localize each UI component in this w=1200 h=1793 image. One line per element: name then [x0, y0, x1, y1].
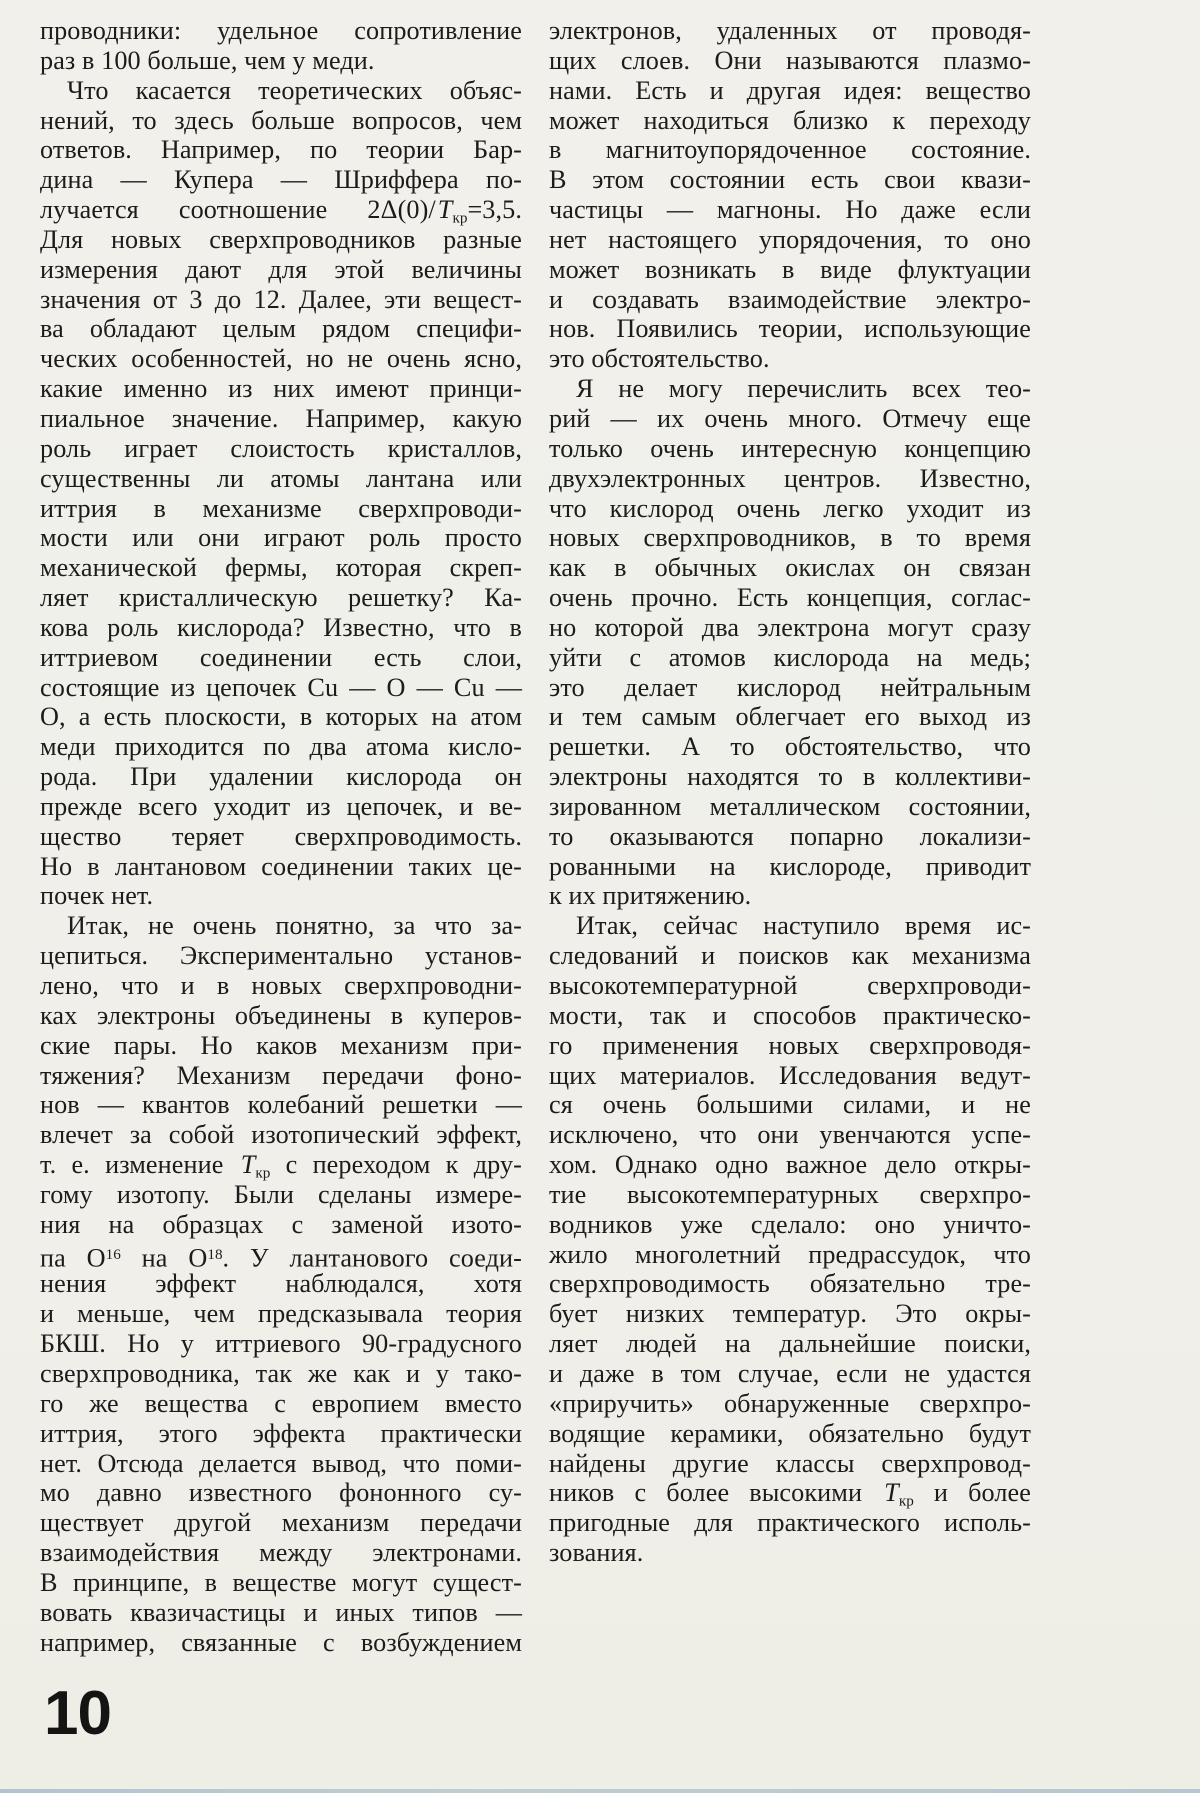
text-line: ва обладают целым рядом специфи- [40, 314, 522, 344]
text-line: водников уже сделало: оно уничто- [549, 1209, 1031, 1239]
text-line: может возникать в виде флуктуации [549, 254, 1031, 284]
text-line: водящие керамики, обязательно будут [549, 1418, 1031, 1448]
text-line: бует низких температур. Это окры- [549, 1299, 1031, 1329]
text-line: проводники: удельное сопротивление [40, 16, 522, 45]
text-line: влечет за собой изотопический эффект, [40, 1120, 522, 1150]
text-line: решетки. А то обстоятельство, что [549, 732, 1031, 762]
text-line: «приручить» обнаруженные сверхпро- [549, 1388, 1031, 1418]
text-line: гому изотопу. Были сделаны измере- [40, 1179, 522, 1209]
text-line: мости или они играют роль просто [40, 523, 522, 553]
text-line: Для новых сверхпроводников разные [40, 224, 522, 254]
text-line: ляет кристаллическую решетку? Ка- [40, 583, 522, 613]
text-line: сверхпроводника, так же как и у тако- [40, 1358, 522, 1388]
text-line: это обстоятельство. [549, 344, 770, 374]
text-line: лено, что и в новых сверхпроводни- [40, 971, 522, 1000]
text-line: В принципе, в веществе могут сущест- [40, 1567, 522, 1597]
text-line: ответов. Например, по теории Бар- [40, 135, 522, 165]
text-line: уйти с атомов кислорода на медь; [549, 642, 1031, 672]
text-line: тие высокотемпературных сверхпро- [549, 1179, 1031, 1209]
text-line: какие именно из них имеют принци- [40, 374, 522, 404]
text-line: но которой два электрона могут сразу [549, 612, 1031, 642]
text-line: вовать квазичастицы и иных типов — [40, 1597, 522, 1627]
text-line: O, а есть плоскости, в которых на атом [40, 702, 522, 732]
text-line: частицы — магноны. Но даже если [549, 195, 1031, 225]
text-line: мости, так и способов практическо- [549, 1000, 1031, 1030]
text-line: кова роль кислорода? Известно, что в [40, 612, 522, 642]
text-line: иттрия, этого эффекта практически [40, 1418, 522, 1448]
text-line: например, связанные с возбуждением [40, 1627, 522, 1657]
text-line: ния на образцах с заменой изото- [40, 1209, 522, 1239]
text-line: па $O^{16}$ на $O^{18}$. У лантанового соеди- [40, 1243, 522, 1273]
text-line: состоящие из цепочек Cu — O — Cu — [40, 672, 522, 702]
text-line: электронов, удаленных от проводя- [549, 16, 1031, 45]
text-line: то оказываются попарно локализи- [549, 821, 1031, 851]
text-line: щих слоев. Они называются плазмо- [549, 45, 1031, 75]
text-line: го применения новых сверхпроводя- [549, 1030, 1031, 1060]
text-line: существенны ли атомы лантана или [40, 463, 522, 493]
text-line: к их притяжению. [549, 881, 752, 911]
text-line: нет. Отсюда делается вывод, что поми- [40, 1448, 522, 1478]
text-line: иттрия в механизме сверхпроводи- [40, 493, 522, 523]
text-line: иттриевом соединении есть слои, [40, 642, 522, 672]
text-line: ляет людей на дальнейшие поиски, [549, 1329, 1031, 1359]
text-line: пиальное значение. Например, какую [40, 403, 522, 433]
text-line: меди приходится по два атома кисло- [40, 732, 522, 762]
text-line: в магнитоупорядоченное состояние. [549, 135, 1031, 165]
text-line: роль играет слоистость кристаллов, [40, 433, 522, 463]
text-line: рода. При удалении кислорода он [40, 762, 522, 792]
text-line: найдены другие классы сверхпровод- [549, 1448, 1031, 1478]
text-column-left [40, 16, 522, 1657]
text-line: и меньше, чем предсказывала теория [40, 1299, 522, 1329]
text-line: двухэлектронных центров. Известно, [549, 463, 1031, 493]
text-line: БКШ. Но у иттриевого 90-градусного [40, 1329, 522, 1359]
text-line: тяжения? Механизм передачи фоно- [40, 1060, 522, 1090]
text-line: Я не могу перечислить всех тео- [576, 374, 1031, 404]
text-line: т. е. изменение $T_{кр}$ с переходом к дру- [40, 1150, 522, 1182]
text-line: ся очень большими силами, и не [549, 1090, 1031, 1120]
text-line: Но в лантановом соединении таких це- [40, 851, 522, 881]
text-line: рованными на кислороде, приводит [549, 851, 1031, 881]
text-line: щих материалов. Исследования ведут- [549, 1060, 1031, 1090]
text-line: что кислород очень легко уходит из [549, 493, 1031, 523]
text-line: нений, то здесь больше вопросов, чем [40, 105, 522, 135]
text-line: исключено, что они увенчаются успе- [549, 1120, 1031, 1150]
text-column-right [549, 16, 1031, 1568]
text-line: В этом состоянии есть свои квази- [549, 165, 1031, 195]
text-line: ческих особенностей, но не очень ясно, [40, 344, 522, 374]
text-line: лучается соотношение $2\Delta(0)/T_{кр}=3,5$. [40, 195, 522, 227]
text-line: нов. Появились теории, использующие [549, 314, 1031, 344]
text-line: Итак, сейчас наступило время ис- [576, 911, 1031, 941]
text-line: очень прочно. Есть концепция, соглас- [549, 583, 1031, 613]
text-line: ские пары. Но каков механизм при- [40, 1030, 522, 1060]
text-line: цепиться. Экспериментально установ- [40, 941, 522, 971]
text-line: только очень интересную концепцию [549, 433, 1031, 463]
text-line: взаимодействия между электронами. [40, 1538, 522, 1568]
text-line: механической фермы, которая скреп- [40, 553, 522, 583]
text-line: зования. [549, 1538, 644, 1568]
page-number: 10 [44, 1679, 111, 1748]
text-line: пригодные для практического исполь- [549, 1508, 1031, 1538]
text-line: почек нет. [40, 881, 154, 911]
text-line: Что касается теоретических объяс- [67, 75, 522, 105]
text-line: ках электроны объединены в куперов- [40, 1000, 522, 1030]
text-line: раз в 100 больше, чем у меди. [40, 45, 375, 75]
text-line: высокотемпературной сверхпроводи- [549, 971, 1031, 1000]
text-line: нет настоящего упорядочения, то оно [549, 224, 1031, 254]
text-line: сверхпроводимость обязательно тре- [549, 1269, 1031, 1299]
text-line: мо давно известного фононного су- [40, 1478, 522, 1508]
text-line: нов — квантов колебаний решетки — [40, 1090, 522, 1120]
text-line: хом. Однако одно важное дело откры- [549, 1150, 1031, 1180]
text-line: Итак, не очень понятно, за что за- [67, 911, 522, 941]
text-line: щество теряет сверхпроводимость. [40, 821, 522, 851]
text-line: может находиться близко к переходу [549, 105, 1031, 135]
text-line: следований и поисков как механизма [549, 941, 1031, 971]
text-line: значения от 3 до 12. Далее, эти вещест- [40, 284, 522, 314]
text-line: это делает кислород нейтральным [549, 672, 1031, 702]
page-bottom-edge [0, 1789, 1200, 1793]
text-line: электроны находятся то в коллективи- [549, 762, 1031, 792]
text-line: жило многолетний предрассудок, что [549, 1239, 1031, 1269]
text-line: дина — Купера — Шриффера по- [40, 165, 522, 195]
text-line: го же вещества с европием вместо [40, 1388, 522, 1418]
text-line: новых сверхпроводников, в то время [549, 523, 1031, 553]
text-line: и тем самым облегчает его выход из [549, 702, 1031, 732]
text-line: измерения дают для этой величины [40, 254, 522, 284]
text-line: как в обычных окислах он связан [549, 553, 1031, 583]
text-line: ников с более высокими $T_{кр}$ и более [549, 1478, 1031, 1510]
text-line: и создавать взаимодействие электро- [549, 284, 1031, 314]
text-line: зированном металлическом состоянии, [549, 791, 1031, 821]
text-line: рий — их очень много. Отмечу еще [549, 403, 1031, 433]
text-line: нения эффект наблюдался, хотя [40, 1269, 522, 1299]
text-line: прежде всего уходит из цепочек, и ве- [40, 791, 522, 821]
text-line: нами. Есть и другая идея: вещество [549, 75, 1031, 105]
text-line: и даже в том случае, если не удастся [549, 1358, 1031, 1388]
text-line: ществует другой механизм передачи [40, 1508, 522, 1538]
